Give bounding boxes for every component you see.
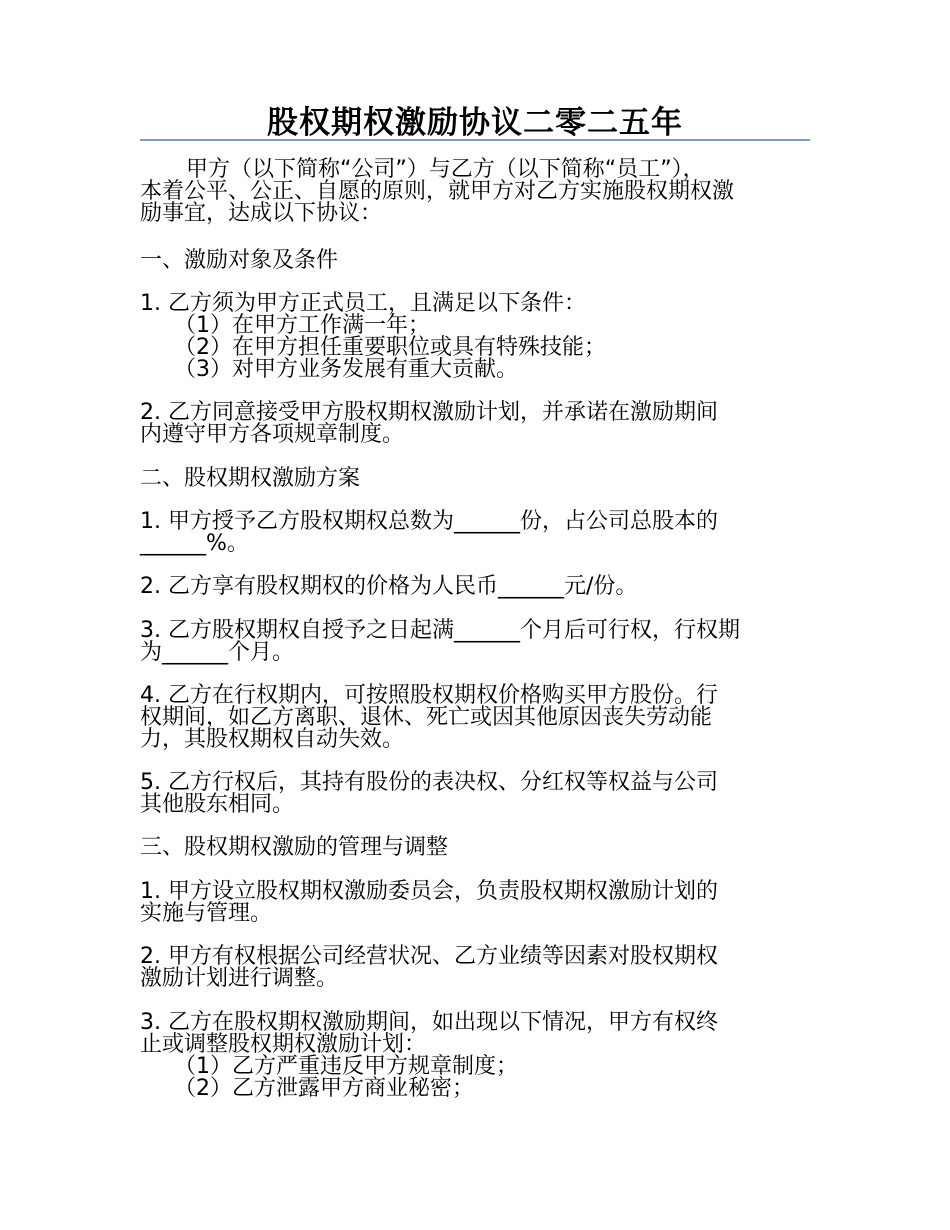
section-3-item-1-line-1: 1. 甲方设立股权期权激励委员会，负责股权期权激励计划的 [140,879,718,904]
section-3-sub-1: （1）乙方严重违反甲方规章制度； [174,1054,518,1079]
section-1-item-2-line-1: 2. 乙方同意接受甲方股权期权激励计划，并承诺在激励期间 [140,400,718,425]
section-2-item-5-line-2: 其他股东相同。 [140,792,295,817]
section-3-item-2-line-2: 激励计划进行调整。 [140,966,339,991]
section-2-item-4-line-3: 力，其股权期权自动失效。 [140,727,405,752]
section-2-item-1-line-2: ______%。 [140,531,249,556]
section-1-heading: 一、激励对象及条件 [140,248,339,273]
intro-line-2: 本着公平、公正、自愿的原则，就甲方对乙方实施股权期权激 [140,179,735,204]
section-2-item-2: 2. 乙方享有股权期权的价格为人民币______元/份。 [140,574,638,599]
section-3-item-3-line-1: 3. 乙方在股权期权激励期间，如出现以下情况，甲方有权终 [140,1010,718,1035]
section-1-item-2-line-2: 内遵守甲方各项规章制度。 [140,422,405,447]
section-2-item-1-line-1: 1. 甲方授予乙方股权期权总数为______份，占公司总股本的 [140,509,718,534]
intro-line-3: 励事宜，达成以下协议： [140,201,383,226]
section-1-sub-2: （2）在甲方担任重要职位或具有特殊技能； [174,335,606,360]
section-2-heading: 二、股权期权激励方案 [140,466,361,491]
section-1-item-1: 1. 乙方须为甲方正式员工，且满足以下条件： [140,291,586,316]
section-2-item-3-line-2: 为______个月。 [140,640,295,665]
section-2-item-3-line-1: 3. 乙方股权期权自授予之日起满______个月后可行权，行权期 [140,618,740,643]
section-3-item-2-line-1: 2. 甲方有权根据公司经营状况、乙方业绩等因素对股权期权 [140,944,718,969]
section-3-heading: 三、股权期权激励的管理与调整 [140,835,449,860]
document-title: 股权期权激励协议二零二五年 [267,105,683,141]
section-3-item-3-line-2: 止或调整股权期权激励计划： [140,1032,427,1057]
section-1-sub-1: （1）在甲方工作满一年； [174,313,430,338]
title-underline [140,139,810,141]
section-3-sub-2: （2）乙方泄露甲方商业秘密； [174,1076,474,1101]
section-2-item-5-line-1: 5. 乙方行权后，其持有股份的表决权、分红权等权益与公司 [140,770,718,795]
intro-line-1: 甲方（以下简称“公司”）与乙方（以下简称“员工”）， [186,157,705,182]
section-2-item-4-line-2: 权期间，如乙方离职、退休、死亡或因其他原因丧失劳动能 [140,705,713,730]
section-2-item-4-line-1: 4. 乙方在行权期内，可按照股权期权价格购买甲方股份。行 [140,683,718,708]
section-1-sub-3: （3）对甲方业务发展有重大贡献。 [174,357,518,382]
section-3-item-1-line-2: 实施与管理。 [140,901,273,926]
